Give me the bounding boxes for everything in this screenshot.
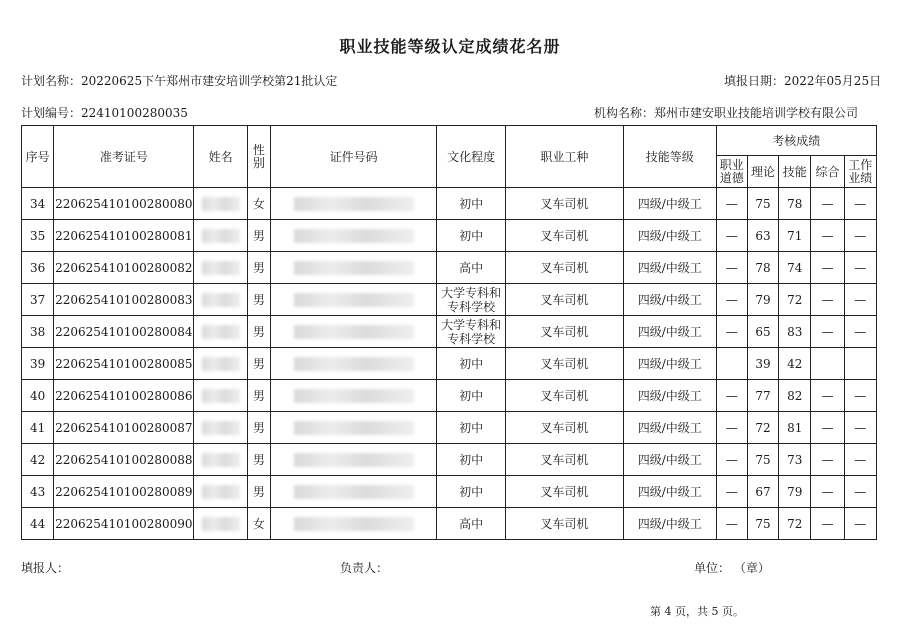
- cell-gender: 男: [247, 444, 270, 476]
- cell-gender: 男: [247, 284, 270, 316]
- cell-performance: —: [844, 508, 876, 540]
- cell-name-redacted: [194, 348, 247, 380]
- cell-ethics: —: [716, 316, 747, 348]
- redacted-block: [294, 229, 414, 243]
- cell-id-number-redacted: [271, 444, 437, 476]
- header-id-number: 证件号码: [271, 126, 437, 188]
- cell-comprehensive: —: [811, 284, 844, 316]
- header-performance: 工作业绩: [844, 156, 876, 188]
- table-row: [22, 412, 877, 444]
- page-title: 职业技能等级认定成绩花名册: [339, 37, 561, 56]
- cell-comprehensive: —: [811, 380, 844, 412]
- cell-performance: —: [844, 284, 876, 316]
- cell-no: 42: [22, 444, 54, 476]
- cell-id-number-redacted: [271, 380, 437, 412]
- redacted-block: [294, 421, 414, 435]
- redacted-block: [202, 293, 240, 307]
- header-gender: 性别: [247, 126, 270, 188]
- cell-gender: 男: [247, 412, 270, 444]
- cell-id-number-redacted: [271, 412, 437, 444]
- cell-education: 高中: [437, 508, 506, 540]
- score-roster-table: [21, 125, 877, 540]
- cell-comprehensive: [811, 348, 844, 380]
- cell-no: 43: [22, 476, 54, 508]
- cell-education: 初中: [437, 444, 506, 476]
- redacted-block: [202, 517, 240, 531]
- cell-name-redacted: [194, 380, 247, 412]
- cell-id-number-redacted: [271, 508, 437, 540]
- cell-id-number-redacted: [271, 284, 437, 316]
- cell-id-number-redacted: [271, 220, 437, 252]
- header-scores-group: 考核成绩: [716, 126, 876, 156]
- redacted-block: [294, 517, 414, 531]
- cell-exam-id: 220625410100280088: [54, 444, 194, 476]
- cell-performance: —: [844, 252, 876, 284]
- table-row: [22, 508, 877, 540]
- redacted-block: [294, 293, 414, 307]
- cell-ethics: [716, 348, 747, 380]
- redacted-block: [202, 261, 240, 275]
- cell-skill-level: 四级/中级工: [623, 412, 716, 444]
- cell-skill: 72: [779, 508, 811, 540]
- cell-theory: 75: [747, 444, 778, 476]
- cell-education: 初中: [437, 188, 506, 220]
- cell-gender: 女: [247, 508, 270, 540]
- cell-skill-level: 四级/中级工: [623, 380, 716, 412]
- cell-no: 37: [22, 284, 54, 316]
- cell-name-redacted: [194, 476, 247, 508]
- table-row: [22, 380, 877, 412]
- redacted-block: [294, 485, 414, 499]
- cell-ethics: —: [716, 444, 747, 476]
- cell-id-number-redacted: [271, 476, 437, 508]
- cell-ethics: —: [716, 380, 747, 412]
- cell-ethics: —: [716, 284, 747, 316]
- redacted-block: [294, 325, 414, 339]
- cell-skill: 81: [779, 412, 811, 444]
- cell-gender: 男: [247, 476, 270, 508]
- cell-occupation: 叉车司机: [505, 284, 623, 316]
- cell-comprehensive: —: [811, 476, 844, 508]
- redacted-block: [294, 261, 414, 275]
- redacted-block: [202, 421, 240, 435]
- cell-skill: 83: [779, 316, 811, 348]
- cell-education: 大学专科和专科学校: [437, 284, 506, 316]
- cell-occupation: 叉车司机: [505, 316, 623, 348]
- header-skill: 技能: [779, 156, 811, 188]
- plan-name: 计划名称：20220625下午郑州市建安培训学校第21批认定: [21, 74, 338, 88]
- redacted-block: [294, 389, 414, 403]
- cell-performance: —: [844, 412, 876, 444]
- cell-occupation: 叉车司机: [505, 412, 623, 444]
- cell-name-redacted: [194, 412, 247, 444]
- cell-comprehensive: —: [811, 508, 844, 540]
- plan-number: 计划编号：22410100280035: [21, 106, 188, 120]
- cell-performance: [844, 348, 876, 380]
- cell-skill-level: 四级/中级工: [623, 188, 716, 220]
- cell-exam-id: 220625410100280084: [54, 316, 194, 348]
- cell-exam-id: 220625410100280086: [54, 380, 194, 412]
- cell-ethics: —: [716, 476, 747, 508]
- cell-name-redacted: [194, 316, 247, 348]
- cell-skill: 82: [779, 380, 811, 412]
- cell-performance: —: [844, 380, 876, 412]
- table-row: [22, 444, 877, 476]
- cell-skill: 78: [779, 188, 811, 220]
- report-date: 填报日期：2022年05月25日: [724, 74, 882, 88]
- cell-gender: 男: [247, 252, 270, 284]
- table-row: [22, 284, 877, 316]
- header-skill-level: 技能等级: [623, 126, 716, 188]
- filler-label: 填报人：: [21, 561, 70, 575]
- cell-education: 初中: [437, 348, 506, 380]
- cell-comprehensive: —: [811, 188, 844, 220]
- cell-skill: 72: [779, 284, 811, 316]
- cell-exam-id: 220625410100280081: [54, 220, 194, 252]
- cell-performance: —: [844, 188, 876, 220]
- cell-exam-id: 220625410100280080: [54, 188, 194, 220]
- header-comprehensive: 综合: [811, 156, 844, 188]
- header-occupation: 职业工种: [505, 126, 623, 188]
- cell-skill-level: 四级/中级工: [623, 508, 716, 540]
- cell-occupation: 叉车司机: [505, 252, 623, 284]
- cell-occupation: 叉车司机: [505, 444, 623, 476]
- cell-performance: —: [844, 444, 876, 476]
- cell-skill-level: 四级/中级工: [623, 252, 716, 284]
- redacted-block: [294, 453, 414, 467]
- page-number: 第 4 页，共 5 页。: [650, 605, 744, 618]
- cell-skill-level: 四级/中级工: [623, 444, 716, 476]
- header-education: 文化程度: [437, 126, 506, 188]
- cell-occupation: 叉车司机: [505, 508, 623, 540]
- cell-no: 40: [22, 380, 54, 412]
- cell-ethics: —: [716, 252, 747, 284]
- cell-education: 初中: [437, 476, 506, 508]
- cell-occupation: 叉车司机: [505, 220, 623, 252]
- redacted-block: [202, 325, 240, 339]
- cell-no: 36: [22, 252, 54, 284]
- cell-exam-id: 220625410100280089: [54, 476, 194, 508]
- cell-name-redacted: [194, 284, 247, 316]
- cell-education: 大学专科和专科学校: [437, 316, 506, 348]
- cell-occupation: 叉车司机: [505, 380, 623, 412]
- cell-theory: 39: [747, 348, 778, 380]
- cell-no: 41: [22, 412, 54, 444]
- cell-theory: 75: [747, 188, 778, 220]
- table-row: [22, 476, 877, 508]
- responsible-label: 负责人：: [340, 561, 389, 575]
- cell-exam-id: 220625410100280087: [54, 412, 194, 444]
- cell-id-number-redacted: [271, 188, 437, 220]
- cell-skill: 71: [779, 220, 811, 252]
- cell-id-number-redacted: [271, 348, 437, 380]
- cell-ethics: —: [716, 220, 747, 252]
- cell-education: 初中: [437, 412, 506, 444]
- cell-education: 初中: [437, 380, 506, 412]
- cell-skill-level: 四级/中级工: [623, 284, 716, 316]
- table-row: [22, 348, 877, 380]
- redacted-block: [202, 229, 240, 243]
- cell-gender: 男: [247, 348, 270, 380]
- cell-skill: 74: [779, 252, 811, 284]
- redacted-block: [202, 485, 240, 499]
- cell-skill-level: 四级/中级工: [623, 348, 716, 380]
- cell-education: 高中: [437, 252, 506, 284]
- table-row: [22, 220, 877, 252]
- cell-theory: 78: [747, 252, 778, 284]
- cell-skill-level: 四级/中级工: [623, 220, 716, 252]
- cell-name-redacted: [194, 188, 247, 220]
- cell-id-number-redacted: [271, 316, 437, 348]
- cell-gender: 男: [247, 380, 270, 412]
- cell-exam-id: 220625410100280090: [54, 508, 194, 540]
- org-name: 机构名称：郑州市建安职业技能培训学校有限公司: [594, 106, 859, 120]
- table-row: [22, 316, 877, 348]
- header-name: 姓名: [194, 126, 247, 188]
- cell-skill: 79: [779, 476, 811, 508]
- cell-occupation: 叉车司机: [505, 348, 623, 380]
- cell-gender: 男: [247, 220, 270, 252]
- cell-theory: 63: [747, 220, 778, 252]
- redacted-block: [202, 453, 240, 467]
- cell-id-number-redacted: [271, 252, 437, 284]
- cell-ethics: —: [716, 188, 747, 220]
- cell-comprehensive: —: [811, 444, 844, 476]
- cell-no: 38: [22, 316, 54, 348]
- header-no: 序号: [22, 126, 54, 188]
- table-row: [22, 188, 877, 220]
- redacted-block: [202, 389, 240, 403]
- cell-theory: 72: [747, 412, 778, 444]
- cell-skill: 73: [779, 444, 811, 476]
- cell-performance: —: [844, 476, 876, 508]
- cell-comprehensive: —: [811, 412, 844, 444]
- cell-theory: 65: [747, 316, 778, 348]
- cell-performance: —: [844, 316, 876, 348]
- cell-occupation: 叉车司机: [505, 476, 623, 508]
- cell-theory: 77: [747, 380, 778, 412]
- cell-name-redacted: [194, 444, 247, 476]
- cell-performance: —: [844, 220, 876, 252]
- cell-theory: 75: [747, 508, 778, 540]
- redacted-block: [202, 357, 240, 371]
- cell-no: 44: [22, 508, 54, 540]
- cell-ethics: —: [716, 412, 747, 444]
- header-exam-id: 准考证号: [54, 126, 194, 188]
- cell-name-redacted: [194, 252, 247, 284]
- cell-exam-id: 220625410100280085: [54, 348, 194, 380]
- cell-skill-level: 四级/中级工: [623, 476, 716, 508]
- cell-theory: 79: [747, 284, 778, 316]
- cell-comprehensive: —: [811, 316, 844, 348]
- cell-name-redacted: [194, 508, 247, 540]
- redacted-block: [294, 197, 414, 211]
- cell-no: 35: [22, 220, 54, 252]
- cell-comprehensive: —: [811, 252, 844, 284]
- cell-gender: 女: [247, 188, 270, 220]
- table-row: [22, 252, 877, 284]
- header-ethics: 职业道德: [716, 156, 747, 188]
- cell-occupation: 叉车司机: [505, 188, 623, 220]
- cell-skill-level: 四级/中级工: [623, 316, 716, 348]
- cell-exam-id: 220625410100280083: [54, 284, 194, 316]
- cell-theory: 67: [747, 476, 778, 508]
- cell-skill: 42: [779, 348, 811, 380]
- cell-education: 初中: [437, 220, 506, 252]
- cell-no: 39: [22, 348, 54, 380]
- cell-name-redacted: [194, 220, 247, 252]
- redacted-block: [294, 357, 414, 371]
- redacted-block: [202, 197, 240, 211]
- header-theory: 理论: [747, 156, 778, 188]
- cell-gender: 男: [247, 316, 270, 348]
- unit-seal-label: 单位： （章）: [694, 561, 770, 575]
- cell-no: 34: [22, 188, 54, 220]
- cell-ethics: —: [716, 508, 747, 540]
- cell-exam-id: 220625410100280082: [54, 252, 194, 284]
- cell-comprehensive: —: [811, 220, 844, 252]
